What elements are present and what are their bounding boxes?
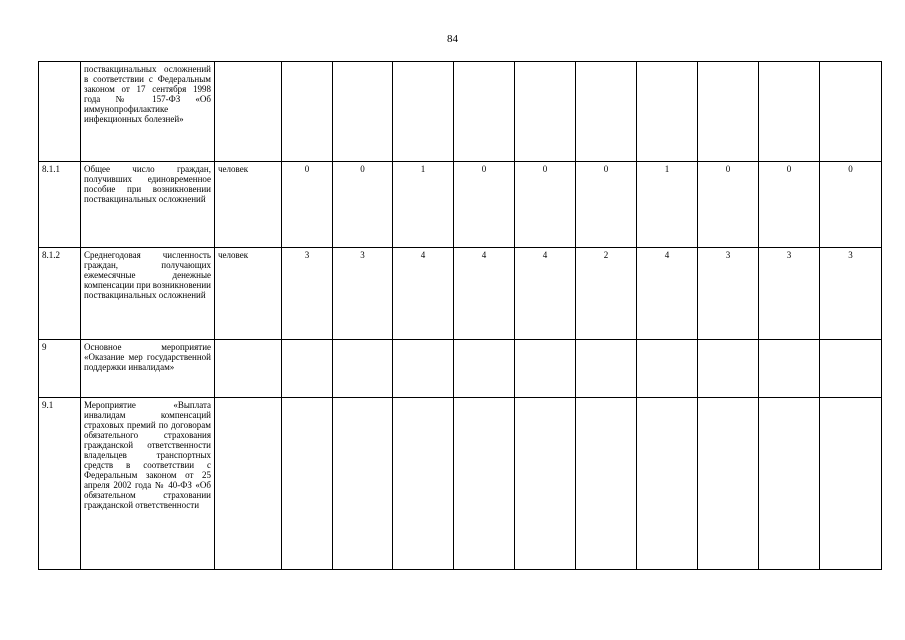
value-cell: 0: [454, 162, 515, 248]
value-cell: [515, 62, 576, 162]
value-cell: [637, 398, 698, 570]
value-cell: 4: [393, 248, 454, 340]
row-description: Основное мероприятие «Оказание мер государственной поддержки инвалидам»: [81, 340, 215, 398]
row-description: Среднегодовая численность граждан, получающих ежемесячные денежные компенсации при возникновении поствакцинальных осложнений: [81, 248, 215, 340]
row-number: [39, 62, 81, 162]
value-cell: [637, 340, 698, 398]
row-number: 9: [39, 340, 81, 398]
value-cell: 0: [698, 162, 759, 248]
value-cell: 4: [637, 248, 698, 340]
page-number: 84: [447, 33, 458, 45]
value-cell: [637, 62, 698, 162]
value-cell: 0: [333, 162, 393, 248]
indicators-table: [38, 61, 882, 570]
value-cell: 1: [637, 162, 698, 248]
row-unit: человек: [215, 162, 282, 248]
value-cell: [393, 398, 454, 570]
table-row: [39, 62, 882, 162]
value-cell: [576, 398, 637, 570]
value-cell: [333, 62, 393, 162]
value-cell: 3: [820, 248, 882, 340]
value-cell: 3: [333, 248, 393, 340]
value-cell: 3: [698, 248, 759, 340]
row-number: 8.1.2: [39, 248, 81, 340]
value-cell: [698, 398, 759, 570]
value-cell: [820, 398, 882, 570]
value-cell: 4: [515, 248, 576, 340]
value-cell: [282, 62, 333, 162]
value-cell: 0: [282, 162, 333, 248]
table-row: [39, 340, 882, 398]
value-cell: [576, 62, 637, 162]
value-cell: [515, 398, 576, 570]
value-cell: 2: [576, 248, 637, 340]
row-unit: [215, 340, 282, 398]
value-cell: [698, 62, 759, 162]
row-description: Общее число граждан, получивших единовременное пособие при возникновении поствакцинальных осложнений: [81, 162, 215, 248]
row-description: поствакцинальных осложнений в соответствии с Федеральным законом от 17 сентября 1998 года № 157-ФЗ «Об иммунопрофилактике инфекционных болезней»: [81, 62, 215, 162]
value-cell: 0: [759, 162, 820, 248]
value-cell: 4: [454, 248, 515, 340]
row-unit: [215, 62, 282, 162]
value-cell: [698, 340, 759, 398]
value-cell: [282, 398, 333, 570]
value-cell: [454, 340, 515, 398]
value-cell: 0: [515, 162, 576, 248]
value-cell: [759, 340, 820, 398]
value-cell: [282, 340, 333, 398]
value-cell: [759, 62, 820, 162]
value-cell: [393, 62, 454, 162]
value-cell: [333, 398, 393, 570]
value-cell: [393, 340, 454, 398]
value-cell: 1: [393, 162, 454, 248]
table-row: [39, 162, 882, 248]
value-cell: [820, 62, 882, 162]
table-row: [39, 398, 882, 570]
value-cell: 0: [820, 162, 882, 248]
value-cell: [820, 340, 882, 398]
table-row: [39, 248, 882, 340]
value-cell: [515, 340, 576, 398]
value-cell: [454, 62, 515, 162]
value-cell: 0: [576, 162, 637, 248]
row-description: Мероприятие «Выплата инвалидам компенсаций страховых премий по договорам обязательного страхования гражданской ответственности владельцев транспортных средств в соответствии с Федеральным законом от 25 апреля 2002 года № 40-ФЗ «Об обязательном страховании гражданской ответственности: [81, 398, 215, 570]
value-cell: 3: [759, 248, 820, 340]
value-cell: [576, 340, 637, 398]
value-cell: [759, 398, 820, 570]
value-cell: [333, 340, 393, 398]
row-unit: [215, 398, 282, 570]
value-cell: 3: [282, 248, 333, 340]
value-cell: [454, 398, 515, 570]
row-unit: человек: [215, 248, 282, 340]
row-number: 8.1.1: [39, 162, 81, 248]
row-number: 9.1: [39, 398, 81, 570]
